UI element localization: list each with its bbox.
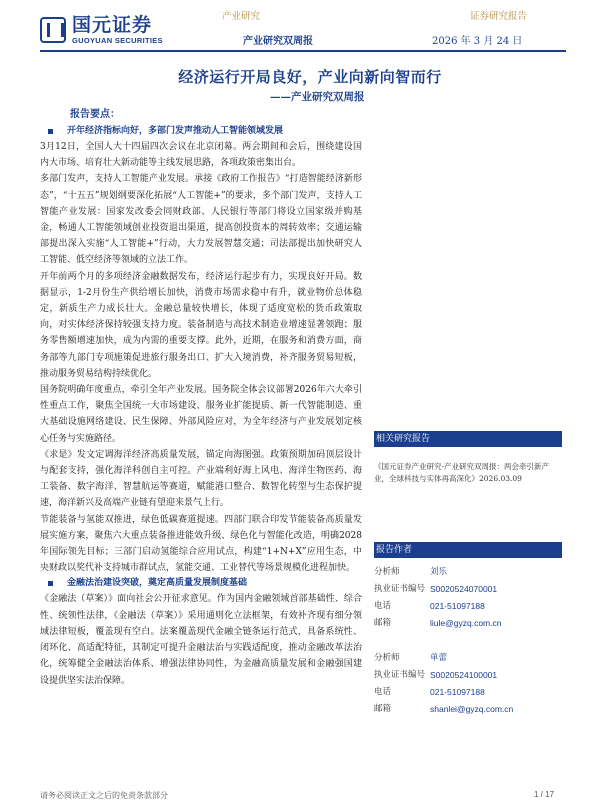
author-phone: 021-51097188 — [430, 601, 485, 611]
related-reports-label: 相关研究报告 — [374, 431, 562, 447]
header-date: 2026 年 3 月 24 日 — [432, 36, 523, 47]
main-content — [40, 108, 362, 689]
logo-name-en: GUOYUAN SECURITIES — [72, 35, 163, 45]
section-heading: 开年经济指标向好，多部门发声推动人工智能领域发展 — [40, 124, 362, 139]
author-card: 分析师 单蕾 执业证书编号 S0020524100001 电话 021-51097188 邮箱 shanlei@gyzq.com.cn — [374, 650, 562, 718]
page-number: 1 / 17 — [534, 790, 555, 799]
author-email-link[interactable]: liule@gyzq.com.cn — [430, 618, 502, 628]
header-divider — [40, 50, 566, 52]
report-subtitle: ——产业研究双周报 — [270, 91, 365, 103]
paragraph: 节能装备与氢能双推进，绿色低碳赛道提速。四部门联合印发节能装备高质量发展实施方案，聚焦六大重点装备推进能效升级、绿色化与智能化改造，明确2028年国际领先目标；三部门启动氢能综合应用试点，构建“1+N+X”应用生态，中央财政以奖代补支持城市群试点，氢能交通、工业替代等场景规模化进程加快。 — [40, 514, 362, 574]
related-reports-panel — [374, 431, 562, 485]
authors-label: 报告作者 — [374, 542, 562, 558]
report-title: 经济运行开局良好，产业向新向智而行 — [178, 68, 442, 86]
logo-mark-icon — [40, 17, 66, 43]
paragraph: 多部门发声，支持人工智能产业发展。承接《政府工作报告》“打造智能经济新形态”，“十五五”规划纲要深化拓展“人工智能+”的要求，多个部门发声，支持人工智能产业发展：国家发改委会同财政部、人民银行等部门将设立国家级并购基金，畅通人工智能领域创业投资退出渠道，提高创投资本的周转效率；交通运输部提出深入实施“人工智能+”行动，大力发展智慧交通；司法部提出加快研究人工智能、低空经济等领域的立法工作。 — [40, 174, 362, 266]
paragraph: 开年前两个月的多项经济金融数据发布，经济运行起步有力，实现良好开局。数据显示，1-2月份生产供给增长加快，消费市场需求稳中有升，就业物价总体稳定，新质生产力成长壮大。金融总量较快增长，体现了适度宽松的货币政策取向，对实体经济保持较强支持力度。装备制造与高技术制造业增速显著领跑；服务零售额增速加快，成为内需的重要支撑。此外，近期，在服务和消费方面，商务部等九部门专项施策促进旅行服务出口、扩大入境消费，补齐服务贸易短板，推动服务贸易结构持续优化。 — [40, 271, 362, 379]
abstract-label: 报告要点： — [70, 109, 120, 120]
paragraph: 《求是》发文定调海洋经济高质量发展，锚定向海图强。政策预期加码顶层设计与配套支持，强化海洋科创自主可控。产业端利好海上风电、海洋生物医药、海工装备、数字海洋、智慧航运等赛道，赋能港口整合、数智化转型与生态保护提速，海洋新兴及高端产业链有望迎来景气上行。 — [40, 449, 362, 509]
header-category: 产业研究 — [222, 11, 261, 22]
related-report-link[interactable]: 《国元证券产业研究-产业研究双周报：两会牵引新产业，全球科技与实体再高深化》2026.03.09 — [374, 462, 550, 483]
logo-name-cn: 国元证券 — [72, 13, 153, 36]
header-report-type: 证券研究报告 — [470, 11, 528, 22]
paragraph: 《金融法（草案）》面向社会公开征求意见。作为国内金融领域首部基础性、综合性、统领性法律，《金融法（草案）》采用通则化立法框架，有效补齐现有细分领域法律短板，覆盖现有空白。法案覆盖现代金融全链条运行范式，具备系统性、闭环化、高适配特征，其制定可提升金融法治与实践适配度，推动金融改革法治化，统筹健全金融法治体系、增强法律协同性，为金融高质量发展和金融强国建设提供坚实法治保障。 — [40, 594, 362, 686]
authors-panel — [374, 542, 562, 718]
paragraph: 3月12日，全国人大十四届四次会议在北京闭幕。两会期间和会后，围绕建设国内大市场、培育壮大新动能等主线发展思路，各项政策密集出台。 — [40, 142, 362, 169]
header-series: 产业研究双周报 — [243, 36, 313, 47]
author-card: 分析师 刘乐 执业证书编号 S0020524070001 电话 021-51097188 邮箱 liule@gyzq.com.cn — [374, 564, 562, 632]
author-name: 刘乐 — [430, 567, 448, 577]
author-license: S0020524070001 — [430, 584, 498, 594]
square-bullet-icon — [48, 581, 53, 586]
company-logo — [40, 14, 200, 46]
author-name: 单蕾 — [430, 653, 448, 663]
section-heading: 金融法治建设突破，奠定高质量发展制度基础 — [40, 576, 362, 591]
footer-disclaimer: 请务必阅读正文之后的免责条款部分 — [40, 791, 168, 800]
author-phone: 021-51097188 — [430, 687, 485, 697]
author-email-link[interactable]: shanlei@gyzq.com.cn — [430, 704, 514, 714]
author-license: S0020524100001 — [430, 670, 498, 680]
square-bullet-icon — [48, 129, 53, 134]
paragraph: 国务院明确年度重点，牵引全年产业发展。国务院全体会议部署2026年六大牵引性重点工作，聚焦全国统一大市场建设、服务业扩能提质、新一代智能制造、重大基础设施网络建设、民生保障、外部风险应对，为全年经济与产业发展划定核心任务与实施路径。 — [40, 385, 362, 444]
